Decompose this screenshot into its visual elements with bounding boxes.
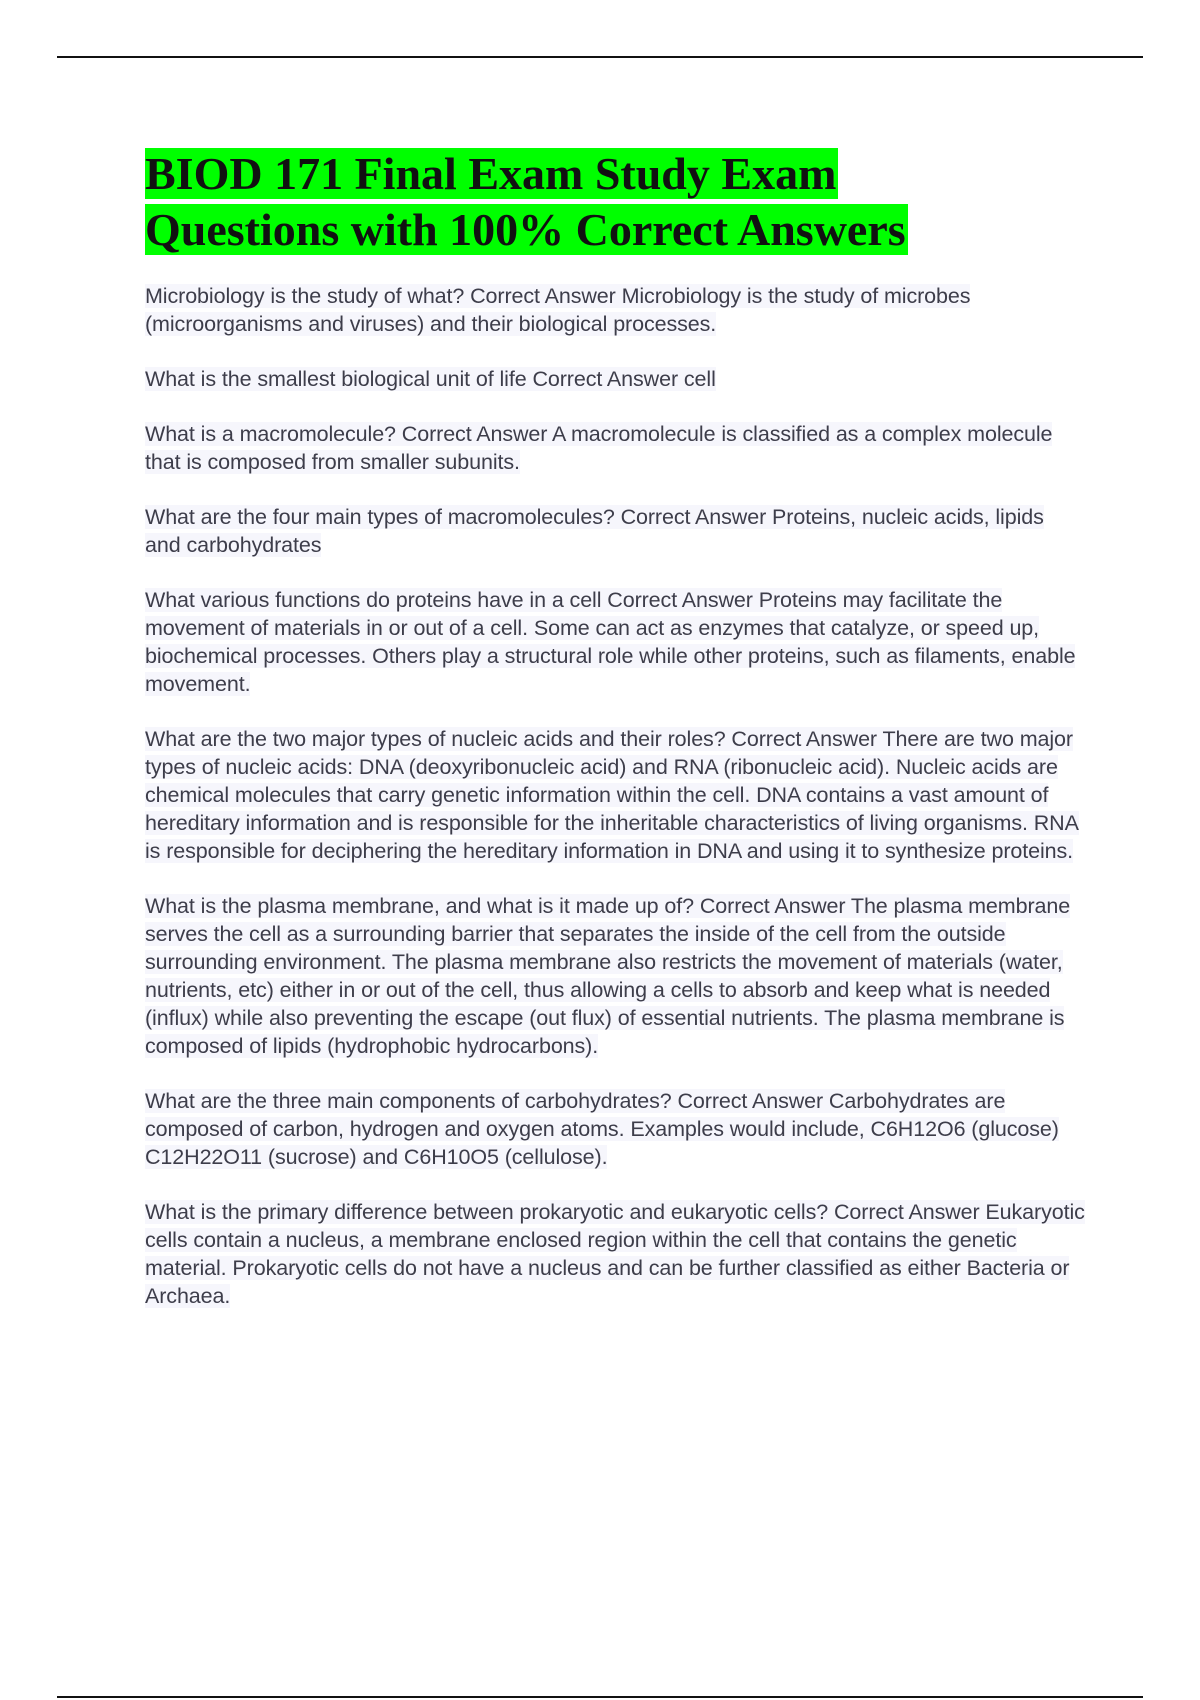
qa-entry-text: What various functions do proteins have in a cell Correct Answer Proteins may facilitate the movement of materials in or out of a cell. Some can act as enzymes that catalyze, or speed up, biochemical processes. Others play a structural role while other proteins, such as filaments, enable movement. bbox=[145, 588, 1076, 696]
document-title bbox=[145, 146, 1085, 258]
qa-entry-text: What are the four main types of macromolecules? Correct Answer Proteins, nucleic acids, lipids and carbohydrates bbox=[145, 505, 1044, 557]
qa-entry-4 bbox=[145, 503, 1085, 559]
top-rule bbox=[57, 56, 1143, 58]
qa-entry-text: What is the primary difference between prokaryotic and eukaryotic cells? Correct Answer Eukaryotic cells contain a nucleus, a membrane enclosed region within the cell that contains the genetic material. Prokaryotic cells do not have a nucleus and can be further classified as either Bacteria or Archaea. bbox=[145, 1200, 1085, 1308]
qa-entry-1 bbox=[145, 282, 1085, 338]
qa-entry-8 bbox=[145, 1087, 1085, 1171]
document-body bbox=[145, 146, 1085, 1337]
qa-entry-text: What is the smallest biological unit of life Correct Answer cell bbox=[145, 367, 716, 391]
qa-entry-3 bbox=[145, 420, 1085, 476]
qa-entry-text: What are the three main components of carbohydrates? Correct Answer Carbohydrates are composed of carbon, hydrogen and oxygen atoms. Examples would include, C6H12O6 (glucose) C12H22O11 (sucrose) and C6H10O5 (cellulose). bbox=[145, 1089, 1059, 1169]
qa-entry-6 bbox=[145, 725, 1085, 865]
bottom-rule bbox=[57, 1696, 1143, 1698]
qa-entry-text: What are the two major types of nucleic acids and their roles? Correct Answer There are two major types of nucleic acids: DNA (deoxyribonucleic acid) and RNA (ribonucleic acid). Nucleic acids are chemical molecules that carry genetic information within the cell. DNA contains a vast amount of hereditary information and is responsible for the inheritable characteristics of living organisms. RNA is responsible for deciphering the hereditary information in DNA and using it to synthesize proteins. bbox=[145, 727, 1079, 863]
qa-entry-7 bbox=[145, 892, 1085, 1060]
title-line-2: Questions with 100% Correct Answers bbox=[145, 204, 906, 255]
title-line-1: BIOD 171 Final Exam Study Exam bbox=[145, 148, 837, 199]
qa-entry-2 bbox=[145, 365, 1085, 393]
qa-entry-5 bbox=[145, 586, 1085, 698]
qa-entry-text: Microbiology is the study of what? Correct Answer Microbiology is the study of microbes (microorganisms and viruses) and their biological processes. bbox=[145, 284, 971, 336]
qa-entry-9 bbox=[145, 1198, 1085, 1310]
qa-entry-text: What is the plasma membrane, and what is it made up of? Correct Answer The plasma membrane serves the cell as a surrounding barrier that separates the inside of the cell from the outside surrounding environment. The plasma membrane also restricts the movement of materials (water, nutrients, etc) either in or out of the cell, thus allowing a cells to absorb and keep what is needed (influx) while also preventing the escape (out flux) of essential nutrients. The plasma membrane is composed of lipids (hydrophobic hydrocarbons). bbox=[145, 894, 1071, 1058]
qa-entry-text: What is a macromolecule? Correct Answer A macromolecule is classified as a complex molecule that is composed from smaller subunits. bbox=[145, 422, 1053, 474]
